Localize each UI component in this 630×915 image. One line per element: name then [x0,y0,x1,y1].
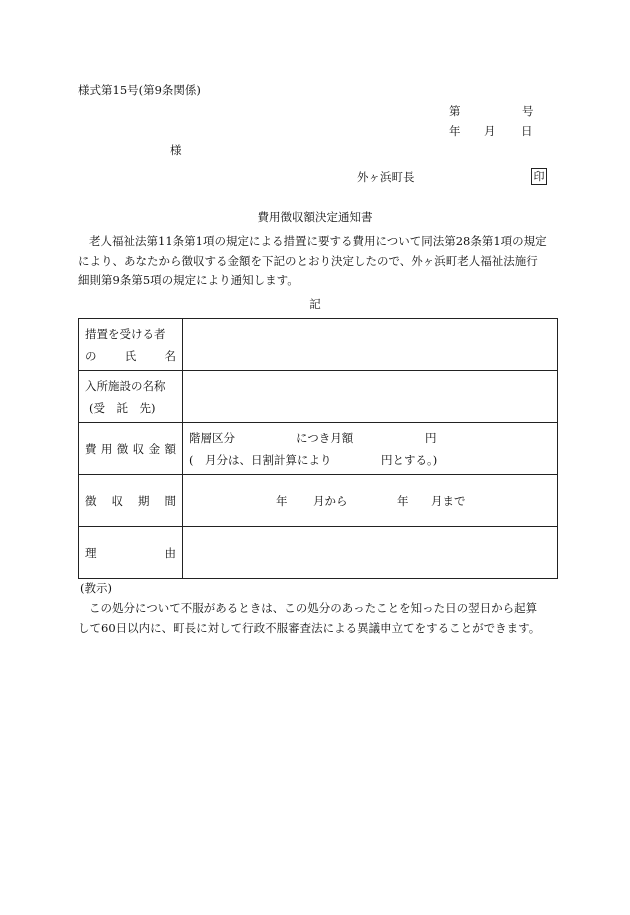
ki-heading: 記 [309,297,321,311]
open-paren: ( [189,452,194,467]
date-month: 月 [484,124,496,138]
label-period: 徴 収 期 間 [79,475,183,527]
body-line: 老人福祉法第11条第1項の規定による措置に要する費用について同法第28条第1項の規定 [89,234,547,248]
addressee-suffix: 様 [170,143,182,157]
details-table [78,318,558,579]
issuer-name: 外ヶ浜町長 [357,170,415,184]
period-from-month: 月から [313,493,348,508]
body-line: 細則第9条第5項の規定により通知します。 [78,273,299,287]
value-reason[interactable] [183,527,558,579]
monthly-label: につき月額 [296,430,354,445]
label-recipient-line-b: の 氏 名 [85,348,176,363]
notice-line: この処分について不服があるときは、この処分のあったことを知った日の翌日から起算 [89,601,538,615]
body-text [78,232,558,291]
table-row [79,319,558,371]
table-row [79,475,558,527]
document-title: 費用徴収額決定通知書 [257,210,373,224]
date-day: 日 [521,124,533,138]
close-text: 円とする。) [381,452,438,467]
value-period[interactable] [183,475,558,527]
label-fee-amount: 費 用 徴 収 金 額 [79,423,183,475]
form-number: 様式第15号(第9条関係) [78,83,201,97]
document-number-prefix: 第 [449,104,461,118]
notice-heading: (教示) [80,581,112,595]
label-reason: 理 由 [79,527,183,579]
document-number-suffix: 号 [522,104,534,118]
seal-stamp: 印 [531,168,547,185]
period-to-year: 年 [397,493,409,508]
value-fee-amount[interactable] [183,423,558,475]
body-line: により、あなたから徴収する金額を下記のとおり決定したので、外ヶ浜町老人福祉法施行 [78,253,538,268]
period-from-year: 年 [276,493,288,508]
label-recipient [79,319,183,371]
table-row [79,527,558,579]
label-recipient-line-a: 措置を受ける者 [85,326,166,341]
table-row [79,423,558,475]
table-row [79,371,558,423]
daily-text: 月分は、日割計算により [205,452,332,467]
yen-label: 円 [425,430,437,445]
label-facility-line-a: 入所施設の名称 [85,378,166,393]
label-facility [79,371,183,423]
label-facility-line-b: (受 託 先) [89,400,156,415]
period-to-month: 月まで [431,493,466,508]
value-recipient-name[interactable] [183,319,558,371]
date-year: 年 [449,124,461,138]
notice-line: して60日以内に、町長に対して行政不服審査法による異議申立てをすることができます。 [78,620,541,635]
value-facility-name[interactable] [183,371,558,423]
notice-text [78,599,558,638]
class-label: 階層区分 [189,430,235,445]
